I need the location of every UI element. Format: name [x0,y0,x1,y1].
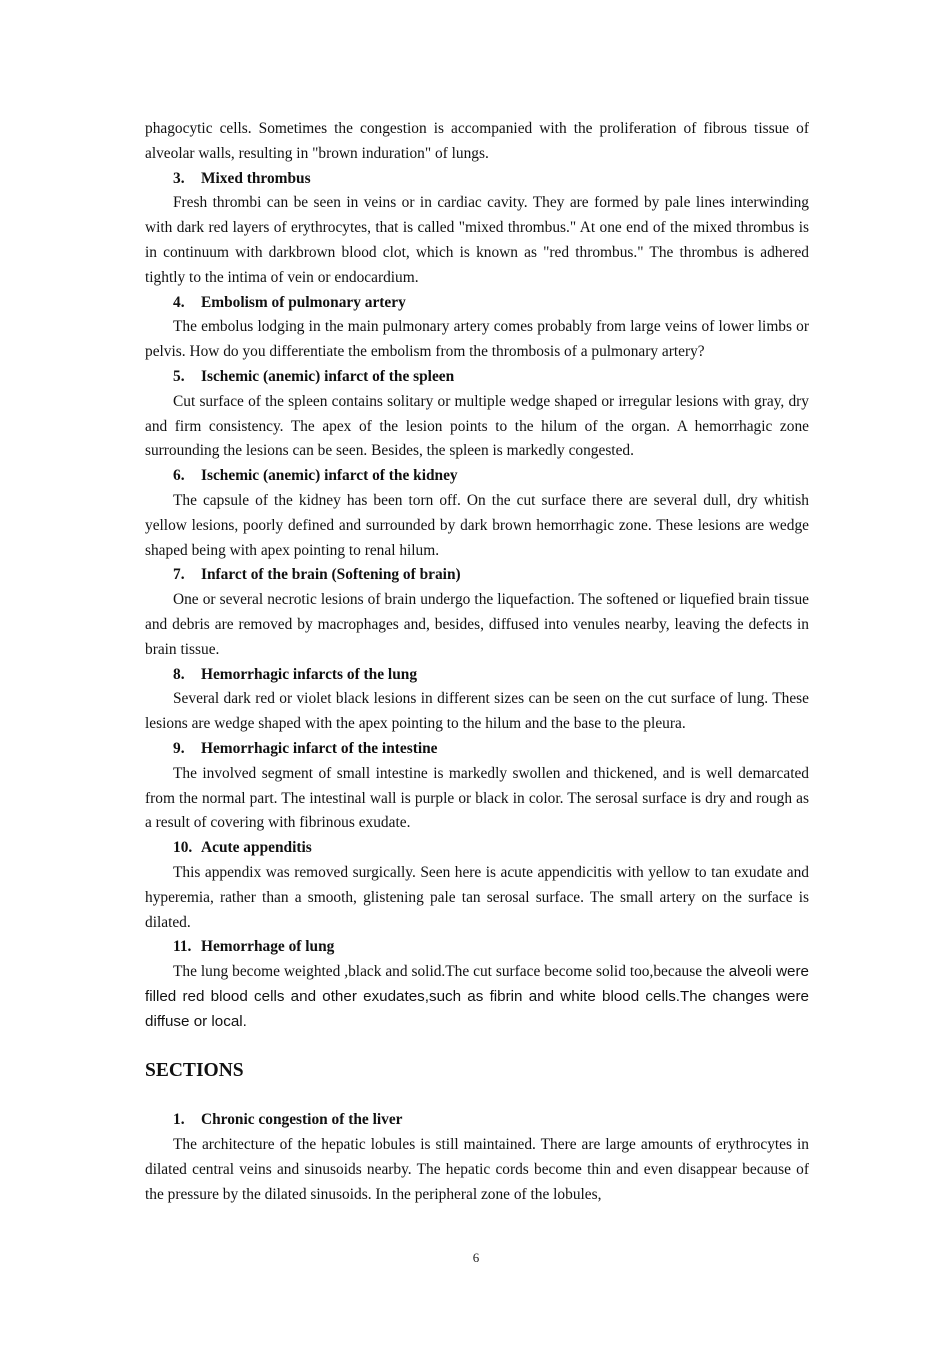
specimen-number: 11. [173,938,192,956]
section-heading [145,1108,809,1133]
specimen-7 [145,563,809,662]
specimen-number: 3. [173,169,185,187]
specimen-heading [145,167,809,192]
specimen-number: 7. [173,566,185,584]
specimen-description: The embolus lodging in the main pulmonary artery comes probably from large veins of lower limbs or pelvis. How do you differentiate the embolism from the thrombosis of a pulmonary artery? [145,318,809,361]
specimen-heading [145,836,809,861]
specimen-10 [145,836,809,935]
intro-paragraph: phagocytic cells. Sometimes the congestion is accompanied with the proliferation of fibrous tissue of alveolar walls, resulting in "brown induration" of lungs. [145,120,809,162]
specimen-3 [145,167,809,291]
specimen-title: Infarct of the brain (Softening of brain) [201,566,461,584]
specimen-description: The involved segment of small intestine is markedly swollen and thickened, and is well demarcated from the normal part. The intestinal wall is purple or black in color. The serosal surface is dry and rough as a result of covering with fibrinous exudate. [145,764,809,832]
specimen-title: Hemorrhagic infarcts of the lung [201,665,418,683]
specimen-title: Hemorrhagic infarct of the intestine [201,739,438,757]
specimen-heading [145,663,809,688]
specimen-description: One or several necrotic lesions of brain undergo the liquefaction. The softened or liquefied brain tissue and debris are removed by macrophages and, besides, diffused into venules nearby, leaving the defects in brain tissue. [145,591,809,658]
specimen-title: Embolism of pulmonary artery [201,293,406,311]
specimen-heading [145,563,809,588]
section-item-title: Chronic congestion of the liver [201,1111,403,1129]
specimen-6 [145,464,809,563]
specimen-description: Several dark red or violet black lesions in different sizes can be seen on the cut surface of lung. These lesions are wedge shaped with the apex pointing to the hilum and the base to the pleura. [145,690,809,733]
specimen-8 [145,663,809,737]
specimen-heading [145,935,809,960]
specimen-description: Fresh thrombi can be seen in veins or in cardiac cavity. They are formed by pale lines interwinding with dark red layers of erythrocytes, that is called "mixed thrombus." At one end of the mixed thrombus is in continuum with darkbrown blood clot, which is known as "red thrombus." The thrombus is adhered tightly to the intima of vein or endocardium. [145,194,809,286]
specimen-description-sans: alveoli were filled red blood cells and other exudates,such as fibrin and white blood cells.The changes were diffuse or local. [145,963,809,1030]
specimen-description: This appendix was removed surgically. Seen here is acute appendicitis with yellow to tan exudate and hyperemia, rather than a smooth, glistening pale tan serosal surface. The small artery on the surface is dilated. [145,863,809,931]
section-description: The architecture of the hepatic lobules is still maintained. There are large amounts of erythrocytes in dilated central veins and sinusoids nearby. The hepatic cords become thin and even disappear because of the pressure by the dilated sinusoids. In the peripheral zone of the lobules, [145,1136,809,1203]
specimen-number: 4. [173,293,185,311]
section-1 [145,1108,809,1207]
page-number: 6 [472,1250,480,1265]
specimen-description [145,960,809,1034]
specimen-title: Mixed thrombus [201,169,311,187]
specimen-title: Acute appenditis [201,839,312,857]
specimen-title: Ischemic (anemic) infarct of the spleen [201,367,455,385]
specimen-heading [145,365,809,390]
specimen-description: The capsule of the kidney has been torn off. On the cut surface there are several dull, dry whitish yellow lesions, poorly defined and surrounded by dark brown hemorrhagic zone. These lesions are wedge shaped being with apex pointing to renal hilum. [145,491,809,559]
specimen-number: 10. [173,839,193,857]
specimen-description: Cut surface of the spleen contains solitary or multiple wedge shaped or irregular lesions with gray, dry and firm consistency. The apex of the lesion points to the hilum of the organ. A hemorrhagic zone surrounding the lesions can be seen. Besides, the spleen is markedly congested. [145,392,809,460]
specimen-description-serif: The lung become weighted ,black and solid.The cut surface become solid too,because the [173,963,725,981]
document-page [145,117,809,1208]
specimen-heading [145,291,809,316]
specimen-heading [145,464,809,489]
specimen-4 [145,291,809,365]
specimen-5 [145,365,809,464]
sections-title: SECTIONS [145,1060,244,1082]
specimen-number: 5. [173,367,185,385]
specimen-number: 8. [173,665,185,683]
specimen-title: Ischemic (anemic) infarct of the kidney [201,467,458,485]
specimen-9 [145,737,809,836]
section-number: 1. [173,1111,185,1129]
specimen-11 [145,935,809,1034]
specimen-title: Hemorrhage of lung [201,938,335,956]
specimen-number: 9. [173,739,185,757]
specimen-number: 6. [173,467,185,485]
specimen-heading [145,737,809,762]
